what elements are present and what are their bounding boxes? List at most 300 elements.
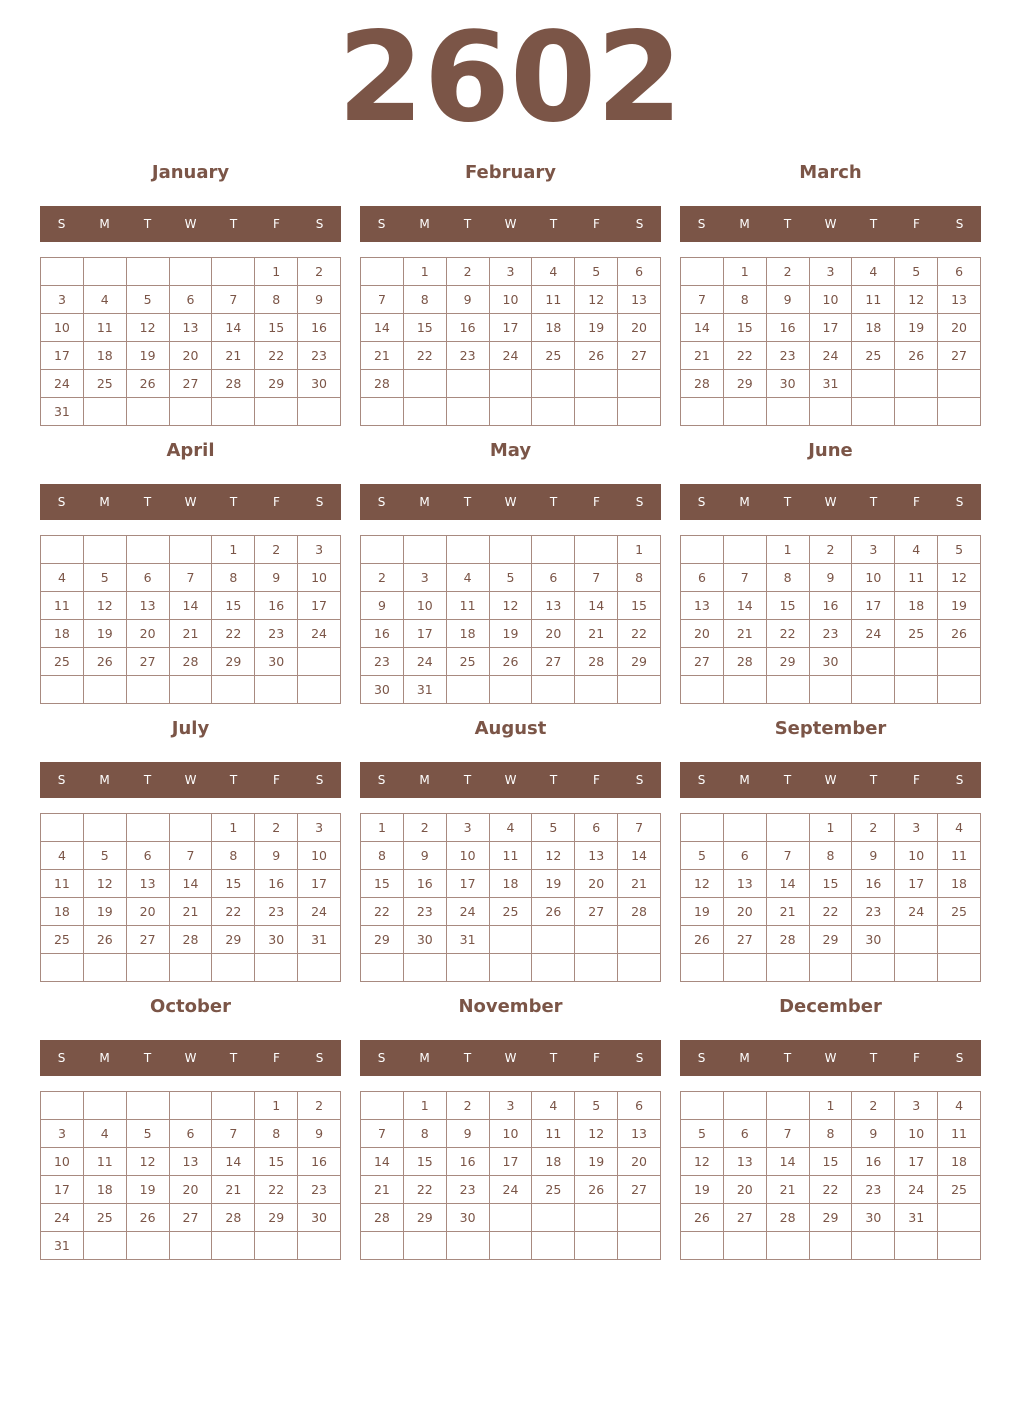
day-cell: 11 (84, 314, 127, 342)
day-cell: 19 (84, 620, 127, 648)
day-cell (810, 676, 853, 704)
day-cell: 12 (532, 842, 575, 870)
day-cell: 5 (127, 1120, 170, 1148)
day-cell: 9 (361, 592, 404, 620)
weekday-label: S (697, 217, 706, 231)
day-cell: 29 (212, 648, 255, 676)
day-cell (618, 370, 661, 398)
day-cell: 10 (895, 1120, 938, 1148)
day-cell (938, 926, 981, 954)
day-cell (255, 676, 298, 704)
day-cell: 5 (938, 536, 981, 564)
day-cell: 9 (447, 286, 490, 314)
day-cell: 10 (852, 564, 895, 592)
day-cell (895, 648, 938, 676)
weekday-label: F (593, 495, 600, 509)
day-cell: 28 (767, 926, 810, 954)
day-cell: 14 (170, 870, 213, 898)
day-cell: 12 (681, 1148, 724, 1176)
weekday-label: S (315, 217, 324, 231)
day-cell (490, 1204, 533, 1232)
day-cell: 21 (575, 620, 618, 648)
day-cell (41, 536, 84, 564)
day-cell: 2 (852, 814, 895, 842)
day-cell: 29 (361, 926, 404, 954)
day-cell: 25 (938, 1176, 981, 1204)
day-cell: 16 (767, 314, 810, 342)
day-cell: 18 (84, 342, 127, 370)
day-cell: 19 (681, 898, 724, 926)
weekday-label: S (697, 1051, 706, 1065)
day-cell: 25 (41, 926, 84, 954)
day-cell (447, 1232, 490, 1260)
day-cell (212, 398, 255, 426)
day-cell: 22 (618, 620, 661, 648)
day-cell: 17 (298, 592, 341, 620)
day-cell: 23 (447, 342, 490, 370)
day-cell (938, 1204, 981, 1232)
weekday-label: F (593, 773, 600, 787)
day-cell: 9 (255, 564, 298, 592)
day-cell (447, 398, 490, 426)
day-cell: 22 (810, 1176, 853, 1204)
day-cell (170, 536, 213, 564)
day-cell: 3 (852, 536, 895, 564)
day-cell: 19 (127, 342, 170, 370)
day-cell (938, 648, 981, 676)
weekday-label: T (783, 495, 792, 509)
weekday-label: S (955, 773, 964, 787)
day-cell: 28 (361, 370, 404, 398)
day-cell: 1 (212, 814, 255, 842)
weekday-header (680, 1040, 981, 1076)
day-cell (618, 398, 661, 426)
day-cell: 14 (170, 592, 213, 620)
day-cell: 25 (895, 620, 938, 648)
day-cell: 18 (938, 1148, 981, 1176)
day-cell (532, 398, 575, 426)
day-cell (575, 536, 618, 564)
day-cell: 23 (767, 342, 810, 370)
day-cell: 9 (298, 286, 341, 314)
month-name: September (774, 718, 887, 739)
day-cell (895, 370, 938, 398)
day-cell (575, 370, 618, 398)
day-cell: 1 (618, 536, 661, 564)
day-cell: 24 (490, 342, 533, 370)
day-cell: 24 (404, 648, 447, 676)
day-cell: 30 (404, 926, 447, 954)
day-cell: 29 (767, 648, 810, 676)
weekday-label: T (869, 1051, 878, 1065)
day-cell: 29 (810, 1204, 853, 1232)
day-cell: 5 (681, 842, 724, 870)
day-cell: 16 (447, 1148, 490, 1176)
weekday-header (680, 206, 981, 242)
day-cell: 19 (532, 870, 575, 898)
day-cell (298, 648, 341, 676)
day-cell: 14 (618, 842, 661, 870)
day-grid (680, 535, 981, 704)
day-cell: 7 (618, 814, 661, 842)
day-cell: 18 (895, 592, 938, 620)
day-cell: 13 (532, 592, 575, 620)
day-cell: 27 (618, 1176, 661, 1204)
weekday-label: M (419, 1051, 430, 1065)
day-cell: 8 (255, 286, 298, 314)
day-cell: 1 (810, 814, 853, 842)
weekday-label: W (504, 1051, 517, 1065)
day-cell (938, 398, 981, 426)
day-cell: 27 (681, 648, 724, 676)
day-cell: 19 (84, 898, 127, 926)
day-cell: 23 (447, 1176, 490, 1204)
day-cell: 9 (767, 286, 810, 314)
day-cell: 10 (447, 842, 490, 870)
day-cell: 28 (212, 370, 255, 398)
day-cell: 7 (212, 1120, 255, 1148)
day-cell (618, 954, 661, 982)
day-cell: 3 (490, 258, 533, 286)
day-cell: 24 (298, 898, 341, 926)
day-cell: 28 (618, 898, 661, 926)
day-cell: 19 (681, 1176, 724, 1204)
day-grid (360, 257, 661, 426)
weekday-label: F (593, 1051, 600, 1065)
day-cell (212, 954, 255, 982)
day-cell: 1 (810, 1092, 853, 1120)
day-cell: 12 (681, 870, 724, 898)
day-cell (810, 1232, 853, 1260)
day-cell (127, 1232, 170, 1260)
day-cell: 26 (575, 342, 618, 370)
day-cell (895, 398, 938, 426)
day-cell: 1 (255, 1092, 298, 1120)
day-cell: 5 (575, 1092, 618, 1120)
day-cell: 5 (490, 564, 533, 592)
day-cell (681, 1232, 724, 1260)
day-cell (170, 258, 213, 286)
day-cell (618, 1204, 661, 1232)
weekday-label: S (377, 1051, 386, 1065)
day-cell: 20 (170, 342, 213, 370)
weekday-label: T (549, 1051, 558, 1065)
day-cell (404, 1232, 447, 1260)
day-cell: 4 (41, 564, 84, 592)
day-cell: 2 (255, 814, 298, 842)
day-cell (490, 536, 533, 564)
day-cell: 29 (724, 370, 767, 398)
weekday-label: M (419, 773, 430, 787)
day-cell (127, 1092, 170, 1120)
month-name: December (779, 996, 882, 1017)
day-cell: 25 (447, 648, 490, 676)
weekday-header (40, 762, 341, 798)
day-cell (447, 370, 490, 398)
day-cell: 22 (724, 342, 767, 370)
day-cell: 9 (404, 842, 447, 870)
day-cell (255, 398, 298, 426)
day-cell: 5 (84, 842, 127, 870)
day-cell (404, 954, 447, 982)
day-cell: 11 (895, 564, 938, 592)
day-cell (618, 1232, 661, 1260)
day-cell (41, 954, 84, 982)
day-cell: 1 (767, 536, 810, 564)
day-cell: 25 (532, 342, 575, 370)
day-cell: 4 (852, 258, 895, 286)
day-cell: 29 (255, 370, 298, 398)
day-grid (360, 813, 661, 982)
weekday-label: T (463, 1051, 472, 1065)
day-cell: 17 (41, 1176, 84, 1204)
day-cell: 2 (298, 1092, 341, 1120)
day-grid (360, 535, 661, 704)
day-cell (681, 398, 724, 426)
day-cell (84, 954, 127, 982)
weekday-label: S (315, 1051, 324, 1065)
weekday-label: S (57, 495, 66, 509)
day-cell: 8 (361, 842, 404, 870)
day-cell (681, 814, 724, 842)
day-cell: 31 (41, 398, 84, 426)
day-cell: 12 (490, 592, 533, 620)
day-cell: 22 (404, 1176, 447, 1204)
day-cell: 18 (84, 1176, 127, 1204)
day-grid (680, 1091, 981, 1260)
day-cell (255, 1232, 298, 1260)
day-cell: 14 (212, 1148, 255, 1176)
day-cell: 27 (532, 648, 575, 676)
month-name: May (489, 440, 532, 461)
day-cell: 27 (724, 1204, 767, 1232)
day-cell: 6 (618, 258, 661, 286)
day-cell: 15 (767, 592, 810, 620)
day-cell (938, 954, 981, 982)
day-cell: 16 (298, 314, 341, 342)
day-cell: 2 (298, 258, 341, 286)
day-cell: 18 (532, 314, 575, 342)
day-cell: 21 (170, 898, 213, 926)
day-cell: 28 (361, 1204, 404, 1232)
weekday-label: T (229, 773, 238, 787)
day-cell: 21 (767, 1176, 810, 1204)
day-cell: 27 (724, 926, 767, 954)
day-cell (447, 676, 490, 704)
day-cell: 26 (681, 926, 724, 954)
day-cell: 19 (575, 314, 618, 342)
day-cell: 22 (361, 898, 404, 926)
day-cell: 23 (255, 620, 298, 648)
day-cell (84, 1232, 127, 1260)
weekday-label: S (697, 495, 706, 509)
weekday-label: F (913, 495, 920, 509)
day-cell: 7 (767, 842, 810, 870)
day-cell: 6 (127, 842, 170, 870)
day-cell: 7 (575, 564, 618, 592)
day-cell (532, 676, 575, 704)
weekday-label: S (697, 773, 706, 787)
weekday-label: M (739, 773, 750, 787)
day-cell: 18 (532, 1148, 575, 1176)
weekday-label: W (824, 217, 837, 231)
day-cell: 9 (810, 564, 853, 592)
day-cell: 30 (255, 648, 298, 676)
month-name: March (799, 162, 862, 183)
day-cell (84, 398, 127, 426)
day-cell: 29 (212, 926, 255, 954)
day-cell: 2 (361, 564, 404, 592)
day-cell: 7 (361, 286, 404, 314)
day-cell: 8 (810, 1120, 853, 1148)
day-cell: 23 (298, 342, 341, 370)
day-cell: 1 (724, 258, 767, 286)
day-cell: 25 (84, 1204, 127, 1232)
day-cell: 11 (490, 842, 533, 870)
day-cell: 25 (84, 370, 127, 398)
day-cell (170, 398, 213, 426)
day-cell: 4 (895, 536, 938, 564)
weekday-header (680, 484, 981, 520)
day-cell: 27 (170, 1204, 213, 1232)
day-cell (618, 926, 661, 954)
day-cell: 15 (618, 592, 661, 620)
day-cell: 21 (212, 342, 255, 370)
day-cell: 10 (490, 1120, 533, 1148)
day-cell: 12 (575, 286, 618, 314)
day-cell: 11 (938, 1120, 981, 1148)
day-cell: 17 (298, 870, 341, 898)
month-name: July (171, 718, 210, 739)
day-cell (255, 954, 298, 982)
day-cell: 1 (404, 1092, 447, 1120)
day-cell: 28 (170, 648, 213, 676)
weekday-label: S (57, 1051, 66, 1065)
day-cell: 24 (810, 342, 853, 370)
day-cell (490, 954, 533, 982)
day-cell: 22 (767, 620, 810, 648)
day-cell: 2 (255, 536, 298, 564)
day-cell: 28 (170, 926, 213, 954)
day-cell (84, 258, 127, 286)
day-cell (724, 814, 767, 842)
day-cell: 12 (127, 314, 170, 342)
day-cell: 8 (618, 564, 661, 592)
day-cell: 15 (810, 1148, 853, 1176)
day-cell: 23 (298, 1176, 341, 1204)
month-name: April (166, 440, 215, 461)
day-cell: 31 (404, 676, 447, 704)
day-cell (681, 536, 724, 564)
day-cell (361, 1232, 404, 1260)
day-cell: 15 (404, 314, 447, 342)
day-cell: 31 (41, 1232, 84, 1260)
day-cell (532, 954, 575, 982)
day-cell: 19 (127, 1176, 170, 1204)
day-cell: 23 (852, 898, 895, 926)
day-cell: 1 (361, 814, 404, 842)
day-cell: 30 (361, 676, 404, 704)
weekday-label: T (869, 217, 878, 231)
day-cell (575, 926, 618, 954)
day-cell: 15 (212, 592, 255, 620)
day-cell: 17 (404, 620, 447, 648)
day-cell: 10 (41, 314, 84, 342)
day-cell: 20 (618, 314, 661, 342)
day-cell: 18 (447, 620, 490, 648)
day-cell: 6 (618, 1092, 661, 1120)
day-cell: 21 (361, 1176, 404, 1204)
day-cell: 11 (447, 592, 490, 620)
day-cell (490, 398, 533, 426)
day-cell: 25 (938, 898, 981, 926)
weekday-label: T (229, 495, 238, 509)
day-cell: 24 (41, 370, 84, 398)
day-cell (212, 676, 255, 704)
day-cell: 17 (895, 870, 938, 898)
day-cell: 27 (575, 898, 618, 926)
day-cell (767, 954, 810, 982)
day-cell: 17 (810, 314, 853, 342)
day-cell: 13 (724, 1148, 767, 1176)
weekday-label: S (635, 773, 644, 787)
day-cell: 7 (212, 286, 255, 314)
weekday-header (360, 1040, 661, 1076)
day-cell (127, 676, 170, 704)
day-cell: 11 (41, 592, 84, 620)
day-cell (127, 536, 170, 564)
day-cell: 17 (490, 1148, 533, 1176)
day-cell (490, 370, 533, 398)
day-cell: 28 (681, 370, 724, 398)
day-cell: 24 (447, 898, 490, 926)
day-cell: 13 (618, 1120, 661, 1148)
day-cell: 29 (255, 1204, 298, 1232)
day-grid (40, 813, 341, 982)
month-name: August (474, 718, 547, 739)
day-cell: 3 (298, 814, 341, 842)
day-cell: 27 (618, 342, 661, 370)
day-cell: 13 (170, 1148, 213, 1176)
day-cell: 6 (127, 564, 170, 592)
day-cell: 4 (41, 842, 84, 870)
day-cell: 16 (852, 1148, 895, 1176)
year-title: 2602 (337, 6, 683, 150)
weekday-label: M (419, 495, 430, 509)
day-cell: 8 (212, 842, 255, 870)
day-cell: 9 (852, 842, 895, 870)
day-cell (532, 1204, 575, 1232)
day-cell: 11 (852, 286, 895, 314)
weekday-label: S (635, 217, 644, 231)
day-cell: 15 (361, 870, 404, 898)
day-cell (575, 398, 618, 426)
weekday-label: M (739, 217, 750, 231)
day-cell (447, 536, 490, 564)
day-cell: 27 (938, 342, 981, 370)
day-cell: 24 (895, 1176, 938, 1204)
day-cell: 7 (361, 1120, 404, 1148)
day-cell: 15 (810, 870, 853, 898)
day-cell: 14 (767, 870, 810, 898)
day-cell: 10 (895, 842, 938, 870)
day-cell: 15 (212, 870, 255, 898)
day-cell (724, 398, 767, 426)
day-cell: 25 (490, 898, 533, 926)
weekday-label: T (869, 773, 878, 787)
day-cell: 20 (127, 898, 170, 926)
day-cell: 15 (404, 1148, 447, 1176)
